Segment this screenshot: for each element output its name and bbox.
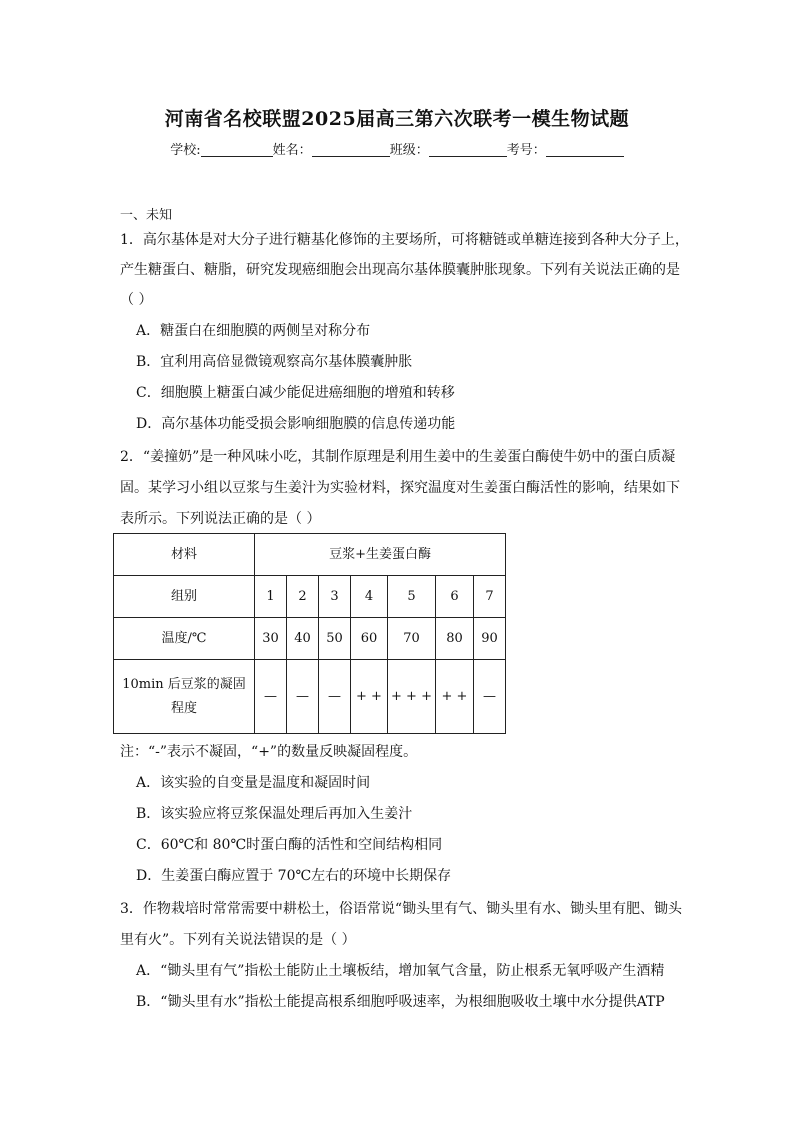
school-label: 学校:: [170, 143, 201, 158]
name-label: 姓名：: [272, 143, 312, 158]
temp-cell: 50: [319, 618, 351, 660]
q1-stem-line-2: 产生糖蛋白、糖脂，研究发现癌细胞会出现高尔基体膜囊肿胀现象。下列有关说法正确的是: [120, 262, 680, 278]
q2-option-b[interactable]: B．该实验应将豆浆保温处理后再加入生姜汁: [136, 806, 413, 822]
group-cell: 4: [351, 576, 388, 618]
degree-cell: + + +: [388, 660, 436, 734]
degree-cell: —: [255, 660, 287, 734]
group-label-cell: 组别: [114, 576, 255, 618]
q3-option-b[interactable]: B．“锄头里有水”指松土能提高根系细胞呼吸速率，为根细胞吸收土壤中水分提供ATP: [136, 994, 665, 1010]
group-cell: 5: [388, 576, 436, 618]
q1-option-c[interactable]: C．细胞膜上糖蛋白减少能促进癌细胞的增殖和转移: [136, 385, 455, 401]
q3-option-a[interactable]: A．“锄头里有气”指松土能防止土壤板结，增加氧气含量，防止根系无氧呼吸产生酒精: [136, 963, 665, 979]
number-blank[interactable]: [546, 142, 624, 157]
material-label-cell: 材料: [114, 534, 255, 576]
q2-option-d[interactable]: D．生姜蛋白酶应置于 70℃左右的环境中长期保存: [136, 868, 452, 884]
group-cell: 7: [474, 576, 506, 618]
q3-stem-line-1: 3．作物栽培时常常需要中耕松土，俗语常说“锄头里有气、锄头里有水、锄头里有肥、锄头: [120, 901, 683, 917]
table-row: [114, 534, 506, 576]
group-cell: 1: [255, 576, 287, 618]
q1-stem-line-1: 1．高尔基体是对大分子进行糖基化修饰的主要场所，可将糖链或单糖连接到各种大分子上，: [120, 232, 689, 248]
degree-label-line-1: 10min 后豆浆的凝固: [122, 676, 246, 692]
degree-cell: —: [319, 660, 351, 734]
exam-title: 河南省名校联盟2025届高三第六次联考一模生物试题: [164, 108, 630, 130]
section-heading: 一、未知: [120, 208, 173, 223]
q2-stem-line-3: 表所示。下列说法正确的是（ ）: [120, 511, 321, 527]
name-blank[interactable]: [312, 142, 390, 157]
material-value-cell: 豆浆+生姜蛋白酶: [255, 534, 506, 576]
school-blank[interactable]: [201, 142, 273, 157]
q2-stem-line-1: 2．“姜撞奶”是一种风味小吃，其制作原理是利用生姜中的生姜蛋白酶使牛奶中的蛋白质凝: [120, 449, 676, 465]
student-info-row: [0, 139, 794, 158]
degree-cell: —: [474, 660, 506, 734]
experiment-table: [113, 533, 506, 734]
q1-stem-line-3: （ ）: [120, 292, 153, 308]
degree-cell: —: [287, 660, 319, 734]
q2-stem-line-2: 固。某学习小组以豆浆与生姜汁为实验材料，探究温度对生姜蛋白酶活性的影响，结果如下: [120, 480, 680, 496]
table-row: [114, 660, 506, 734]
degree-label-line-2: 程度: [170, 700, 197, 716]
q2-option-a[interactable]: A．该实验的自变量是温度和凝固时间: [136, 775, 371, 791]
class-label: 班级：: [389, 143, 429, 158]
group-cell: 6: [436, 576, 474, 618]
temp-label-cell: 温度/℃: [114, 618, 255, 660]
temp-cell: 30: [255, 618, 287, 660]
temp-cell: 90: [474, 618, 506, 660]
temp-cell: 80: [436, 618, 474, 660]
temp-cell: 70: [388, 618, 436, 660]
class-blank[interactable]: [429, 142, 507, 157]
temp-cell: 40: [287, 618, 319, 660]
table-row: [114, 618, 506, 660]
q2-option-c[interactable]: C．60℃和 80℃时蛋白酶的活性和空间结构相同: [136, 837, 443, 853]
degree-cell: + +: [351, 660, 388, 734]
temp-cell: 60: [351, 618, 388, 660]
q1-option-b[interactable]: B．宜利用高倍显微镜观察高尔基体膜囊肿胀: [136, 354, 413, 370]
degree-label-cell: [114, 660, 255, 734]
degree-cell: + +: [436, 660, 474, 734]
table-note: 注：“-”表示不凝固，“+”的数量反映凝固程度。: [120, 744, 418, 760]
table-row: [114, 576, 506, 618]
q1-option-d[interactable]: D．高尔基体功能受损会影响细胞膜的信息传递功能: [136, 416, 456, 432]
group-cell: 2: [287, 576, 319, 618]
number-label: 考号：: [506, 143, 546, 158]
q3-stem-line-2: 里有火”。下列有关说法错误的是（ ）: [120, 932, 356, 948]
q1-option-a[interactable]: A．糖蛋白在细胞膜的两侧呈对称分布: [136, 323, 371, 339]
group-cell: 3: [319, 576, 351, 618]
